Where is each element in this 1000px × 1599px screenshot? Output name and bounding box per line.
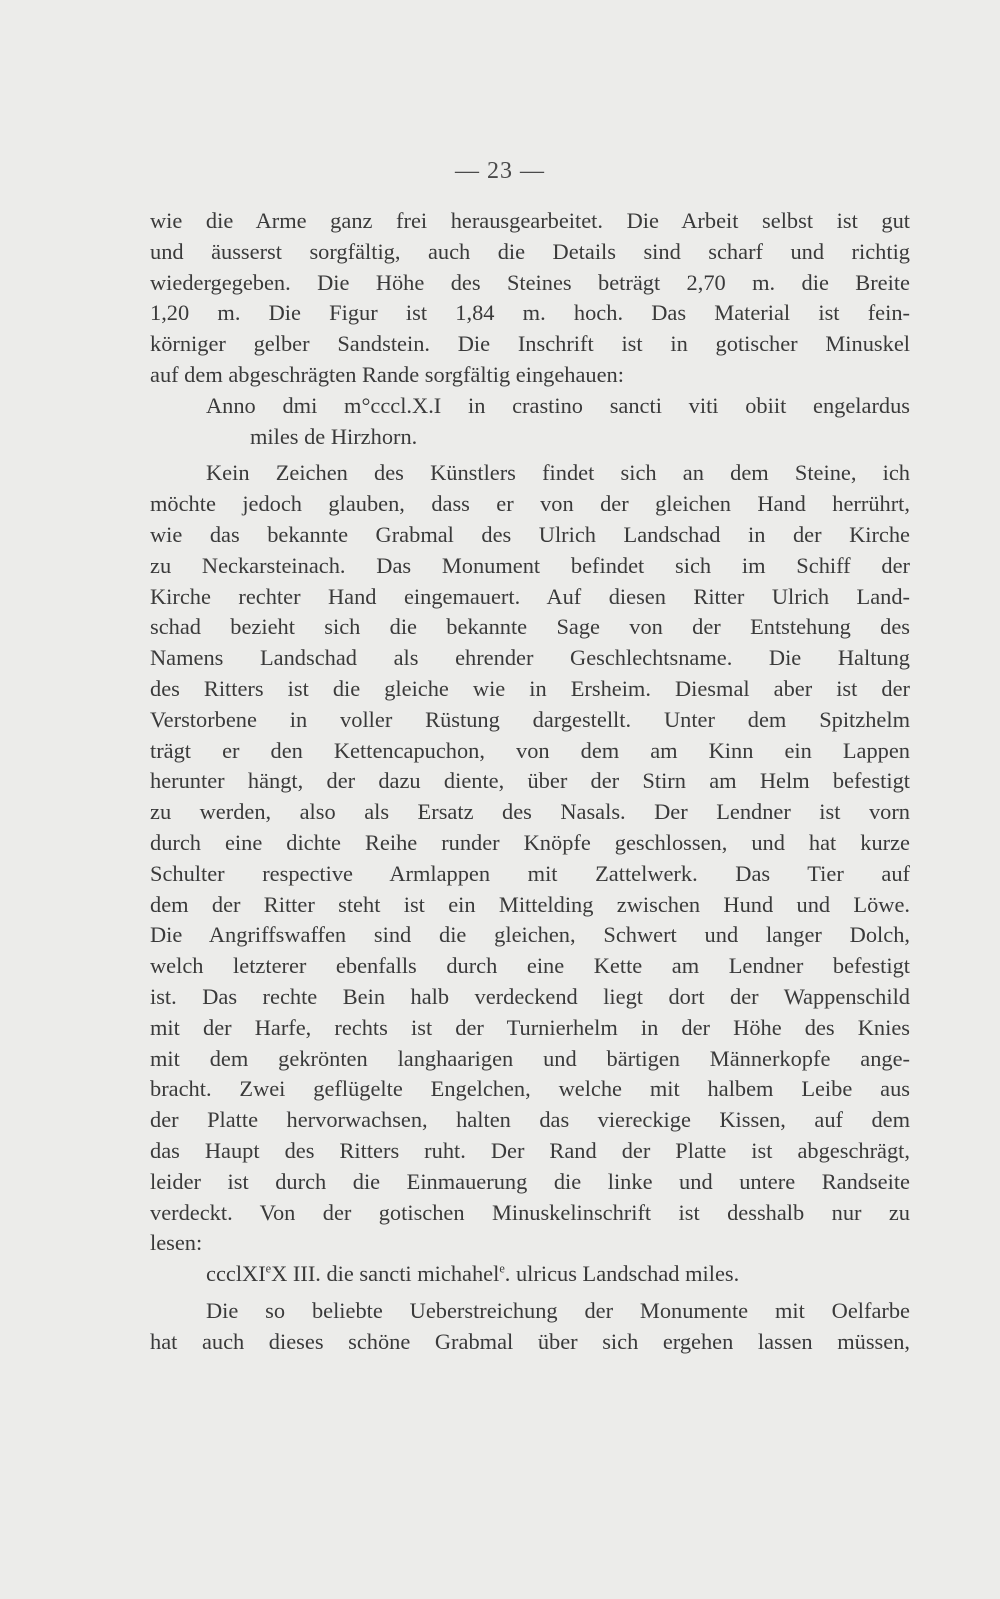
text-line: Namens Landschad als ehrender Geschlechtsname. Die Haltung	[150, 645, 910, 671]
text-line: wiedergegeben. Die Höhe des Steines beträgt 2,70 m. die Breite	[150, 269, 910, 295]
text-line: trägt er den Kettencapuchon, von dem am Kinn ein Lappen	[150, 737, 910, 763]
text-line: schad bezieht sich die bekannte Sage von der Entstehung des	[150, 614, 910, 640]
text-line: 1,20 m. Die Figur ist 1,84 m. hoch. Das Material ist fein-	[150, 300, 910, 326]
text-line: das Haupt des Ritters ruht. Der Rand der Platte ist abgeschrägt,	[150, 1137, 910, 1163]
text-line: Die Angriffswaffen sind die gleichen, Schwert und langer Dolch,	[150, 922, 910, 948]
inscription-line: ccclXI$^e$X III. die sancti michahel$^e$. ulricus Landschad miles.	[206, 1261, 740, 1287]
text-line: durch eine dichte Reihe runder Knöpfe geschlossen, und hat kurze	[150, 829, 910, 855]
text-line: und äusserst sorgfältig, auch die Details sind scharf und richtig	[150, 238, 910, 264]
page-number: — 23 —	[455, 158, 545, 184]
paragraph-3	[150, 1296, 910, 1358]
text-line: herunter hängt, der dazu diente, über der Stirn am Helm befestigt	[150, 768, 910, 794]
text-line: mit dem gekrönten langhaarigen und bärtigen Männerkopfe ange-	[150, 1045, 910, 1071]
text-line: wie die Arme ganz frei herausgearbeitet. Die Arbeit selbst ist gut	[150, 208, 910, 233]
text-line: bracht. Zwei geflügelte Engelchen, welche mit halbem Leibe aus	[150, 1076, 910, 1102]
paragraph-2	[150, 458, 910, 1259]
text-line: lesen:	[150, 1230, 203, 1256]
body-text	[150, 206, 910, 1357]
text-line: dem der Ritter steht ist ein Mittelding zwischen Hund und Löwe.	[150, 891, 910, 917]
text-line: zu werden, also als Ersatz des Nasals. Der Lendner ist vorn	[150, 799, 910, 825]
text-line: mit der Harfe, rechts ist der Turnierhelm in der Höhe des Knies	[150, 1014, 910, 1040]
text-line: des Ritters ist die gleiche wie in Ersheim. Diesmal aber ist der	[150, 675, 910, 701]
text-line: möchte jedoch glauben, dass er von der gleichen Hand herrührt,	[150, 491, 910, 517]
text-line: Verstorbene in voller Rüstung dargestellt. Unter dem Spitzhelm	[150, 706, 910, 732]
text-line: Kein Zeichen des Künstlers findet sich an dem Steine, ich	[206, 460, 910, 486]
text-line: Die so beliebte Ueberstreichung der Monumente mit Oelfarbe	[206, 1297, 910, 1323]
text-line: ist. Das rechte Bein halb verdeckend liegt dort der Wappenschild	[150, 983, 910, 1009]
inscription-line: miles de Hirzhorn.	[250, 423, 418, 449]
inscription-2	[150, 1259, 910, 1290]
text-line: wie das bekannte Grabmal des Ulrich Landschad in der Kirche	[150, 521, 910, 547]
inscription-1	[150, 391, 910, 453]
paragraph-1	[150, 206, 910, 391]
text-line: welch letzterer ebenfalls durch eine Kette am Lendner befestigt	[150, 953, 910, 979]
inscription-line: Anno dmi m°cccl.X.I in crastino sancti viti obiit engelardus	[206, 392, 910, 418]
text-line: der Platte hervorwachsen, halten das viereckige Kissen, auf dem	[150, 1107, 910, 1133]
text-line: verdeckt. Von der gotischen Minuskelinschrift ist desshalb nur zu	[150, 1199, 910, 1225]
text-line: körniger gelber Sandstein. Die Inschrift ist in gotischer Minuskel	[150, 331, 910, 357]
text-line: Schulter respective Armlappen mit Zattelwerk. Das Tier auf	[150, 860, 910, 886]
text-line: leider ist durch die Einmauerung die linke und untere Randseite	[150, 1168, 910, 1194]
text-line: auf dem abgeschrägten Rande sorgfältig eingehauen:	[150, 361, 624, 387]
text-line: Kirche rechter Hand eingemauert. Auf diesen Ritter Ulrich Land-	[150, 583, 910, 609]
text-line: hat auch dieses schöne Grabmal über sich ergehen lassen müssen,	[150, 1328, 910, 1354]
text-line: zu Neckarsteinach. Das Monument befindet sich im Schiff der	[150, 552, 910, 578]
